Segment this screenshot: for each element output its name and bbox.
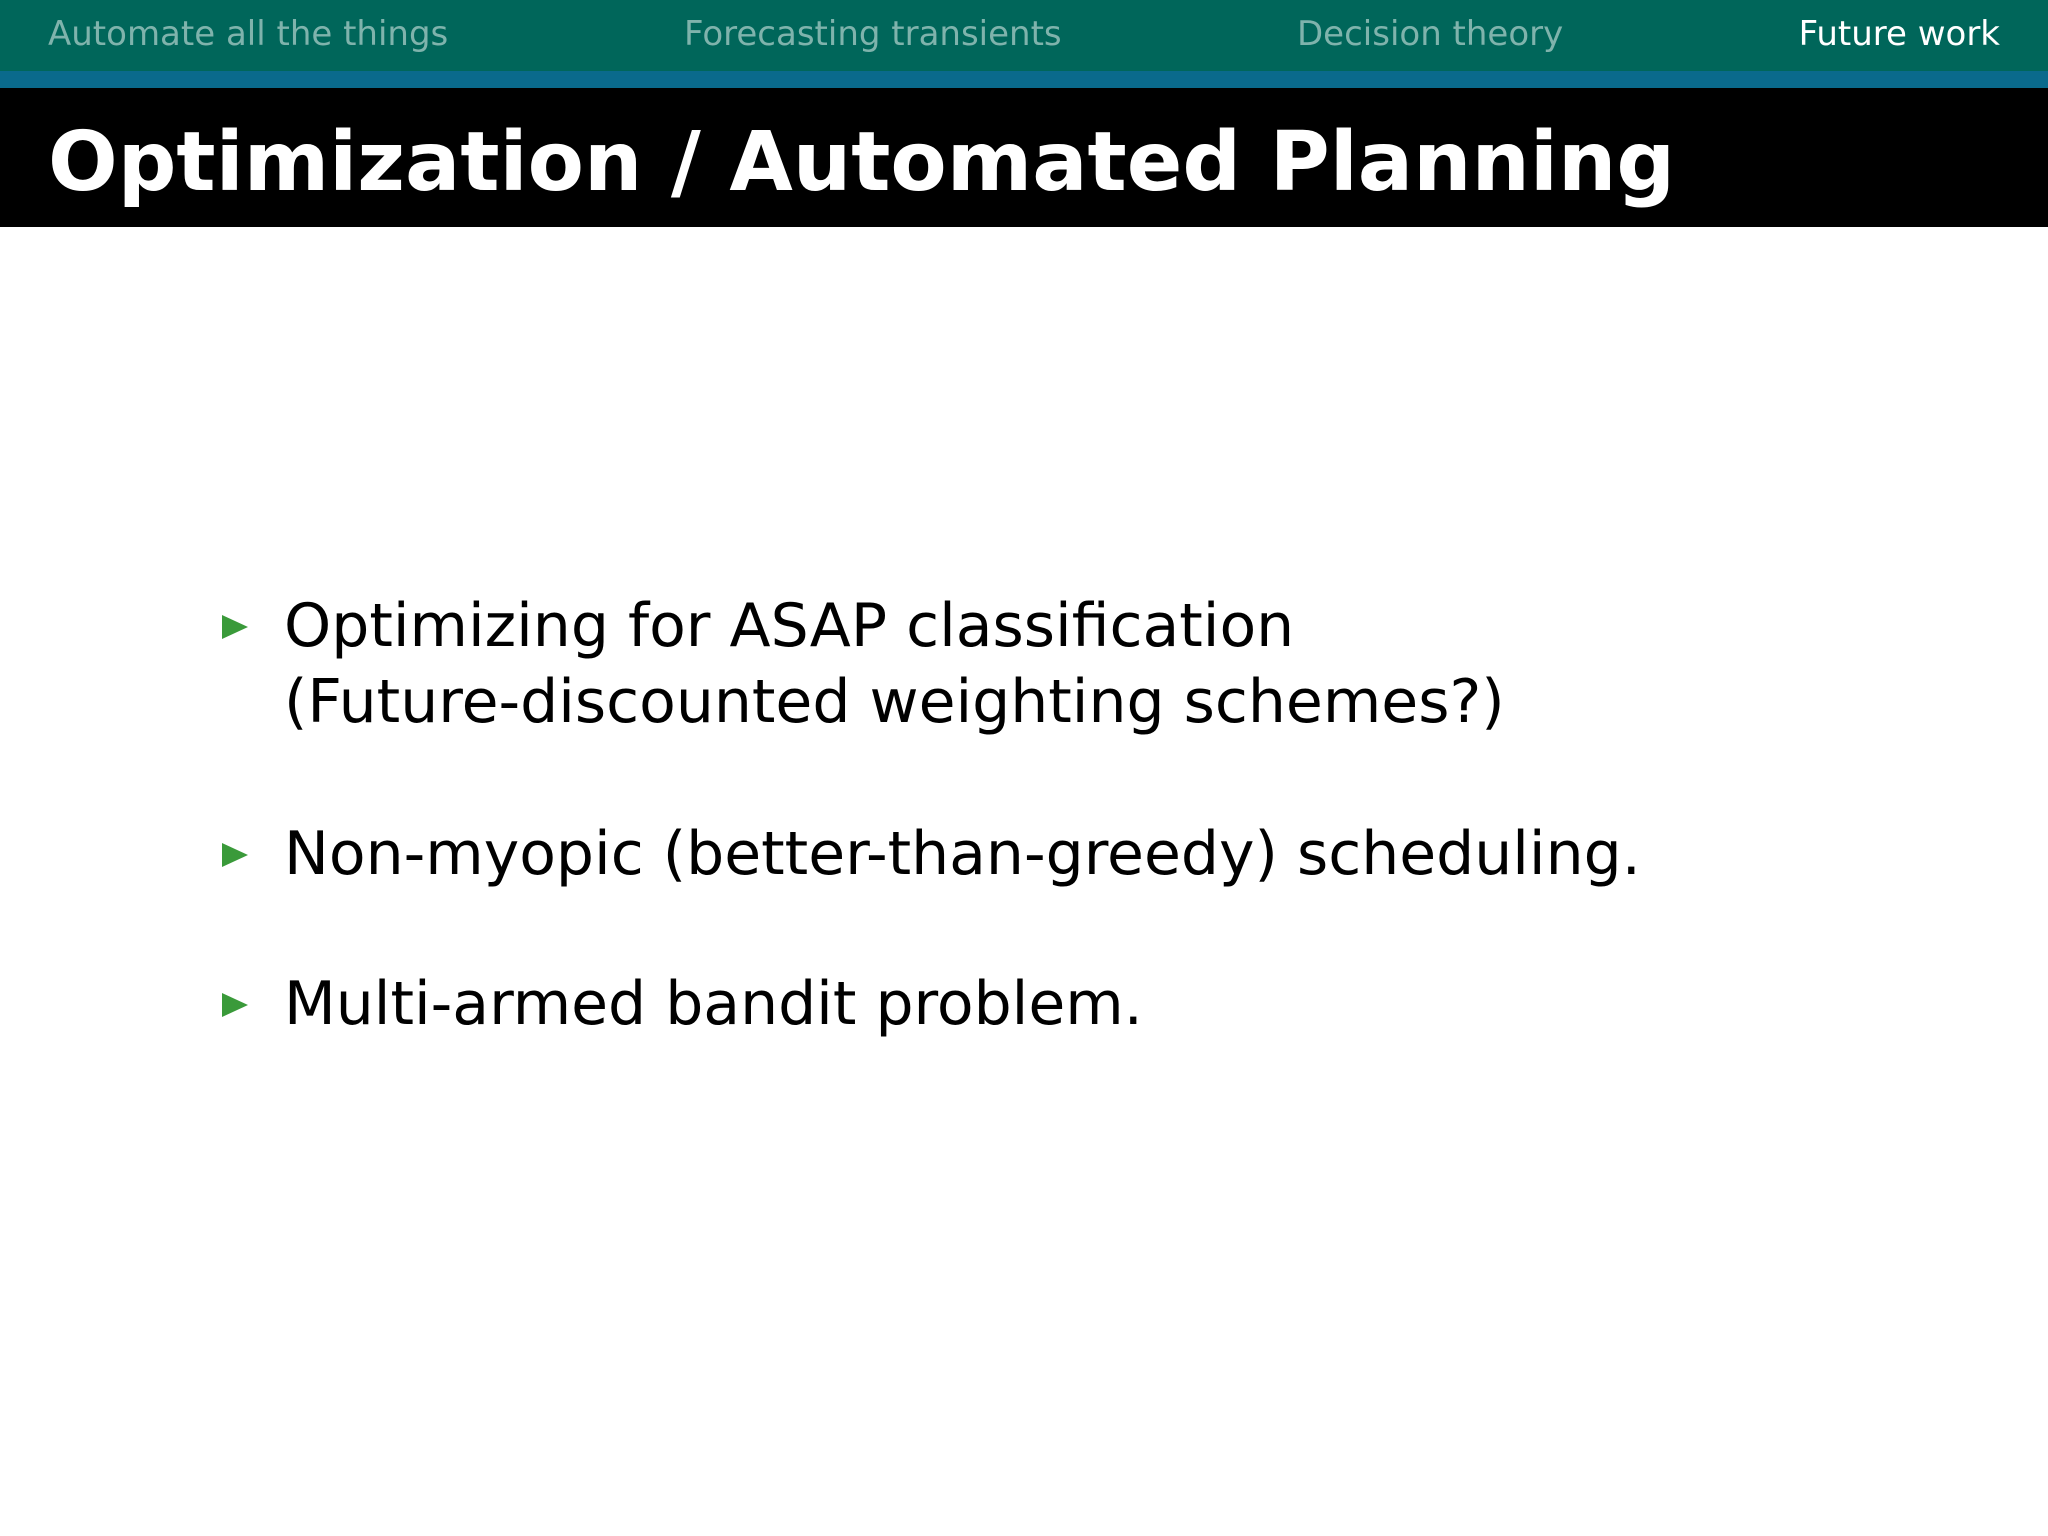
triangle-right-icon <box>222 993 248 1017</box>
bullet-line: Optimizing for ASAP classification <box>284 591 1295 661</box>
triangle-right-icon <box>222 615 248 639</box>
bullet-line: Multi-armed bandit problem. <box>284 969 1143 1039</box>
bullet-text <box>284 966 1143 1042</box>
triangle-right-icon <box>222 843 248 867</box>
slide-title: Optimization / Automated Planning <box>48 115 1676 210</box>
bullet-text <box>284 588 1505 740</box>
bullet-line: (Future-discounted weighting schemes?) <box>284 667 1505 737</box>
bullet-text <box>284 816 1641 892</box>
nav-section-decision-theory[interactable]: Decision theory <box>1297 14 1564 54</box>
nav-section-future-work[interactable]: Future work <box>1798 14 2000 54</box>
nav-section-automate-all-the-things[interactable]: Automate all the things <box>48 14 449 54</box>
bullet-line: Non-myopic (better-than-greedy) scheduling. <box>284 819 1641 889</box>
nav-section-forecasting-transients[interactable]: Forecasting transients <box>684 14 1062 54</box>
